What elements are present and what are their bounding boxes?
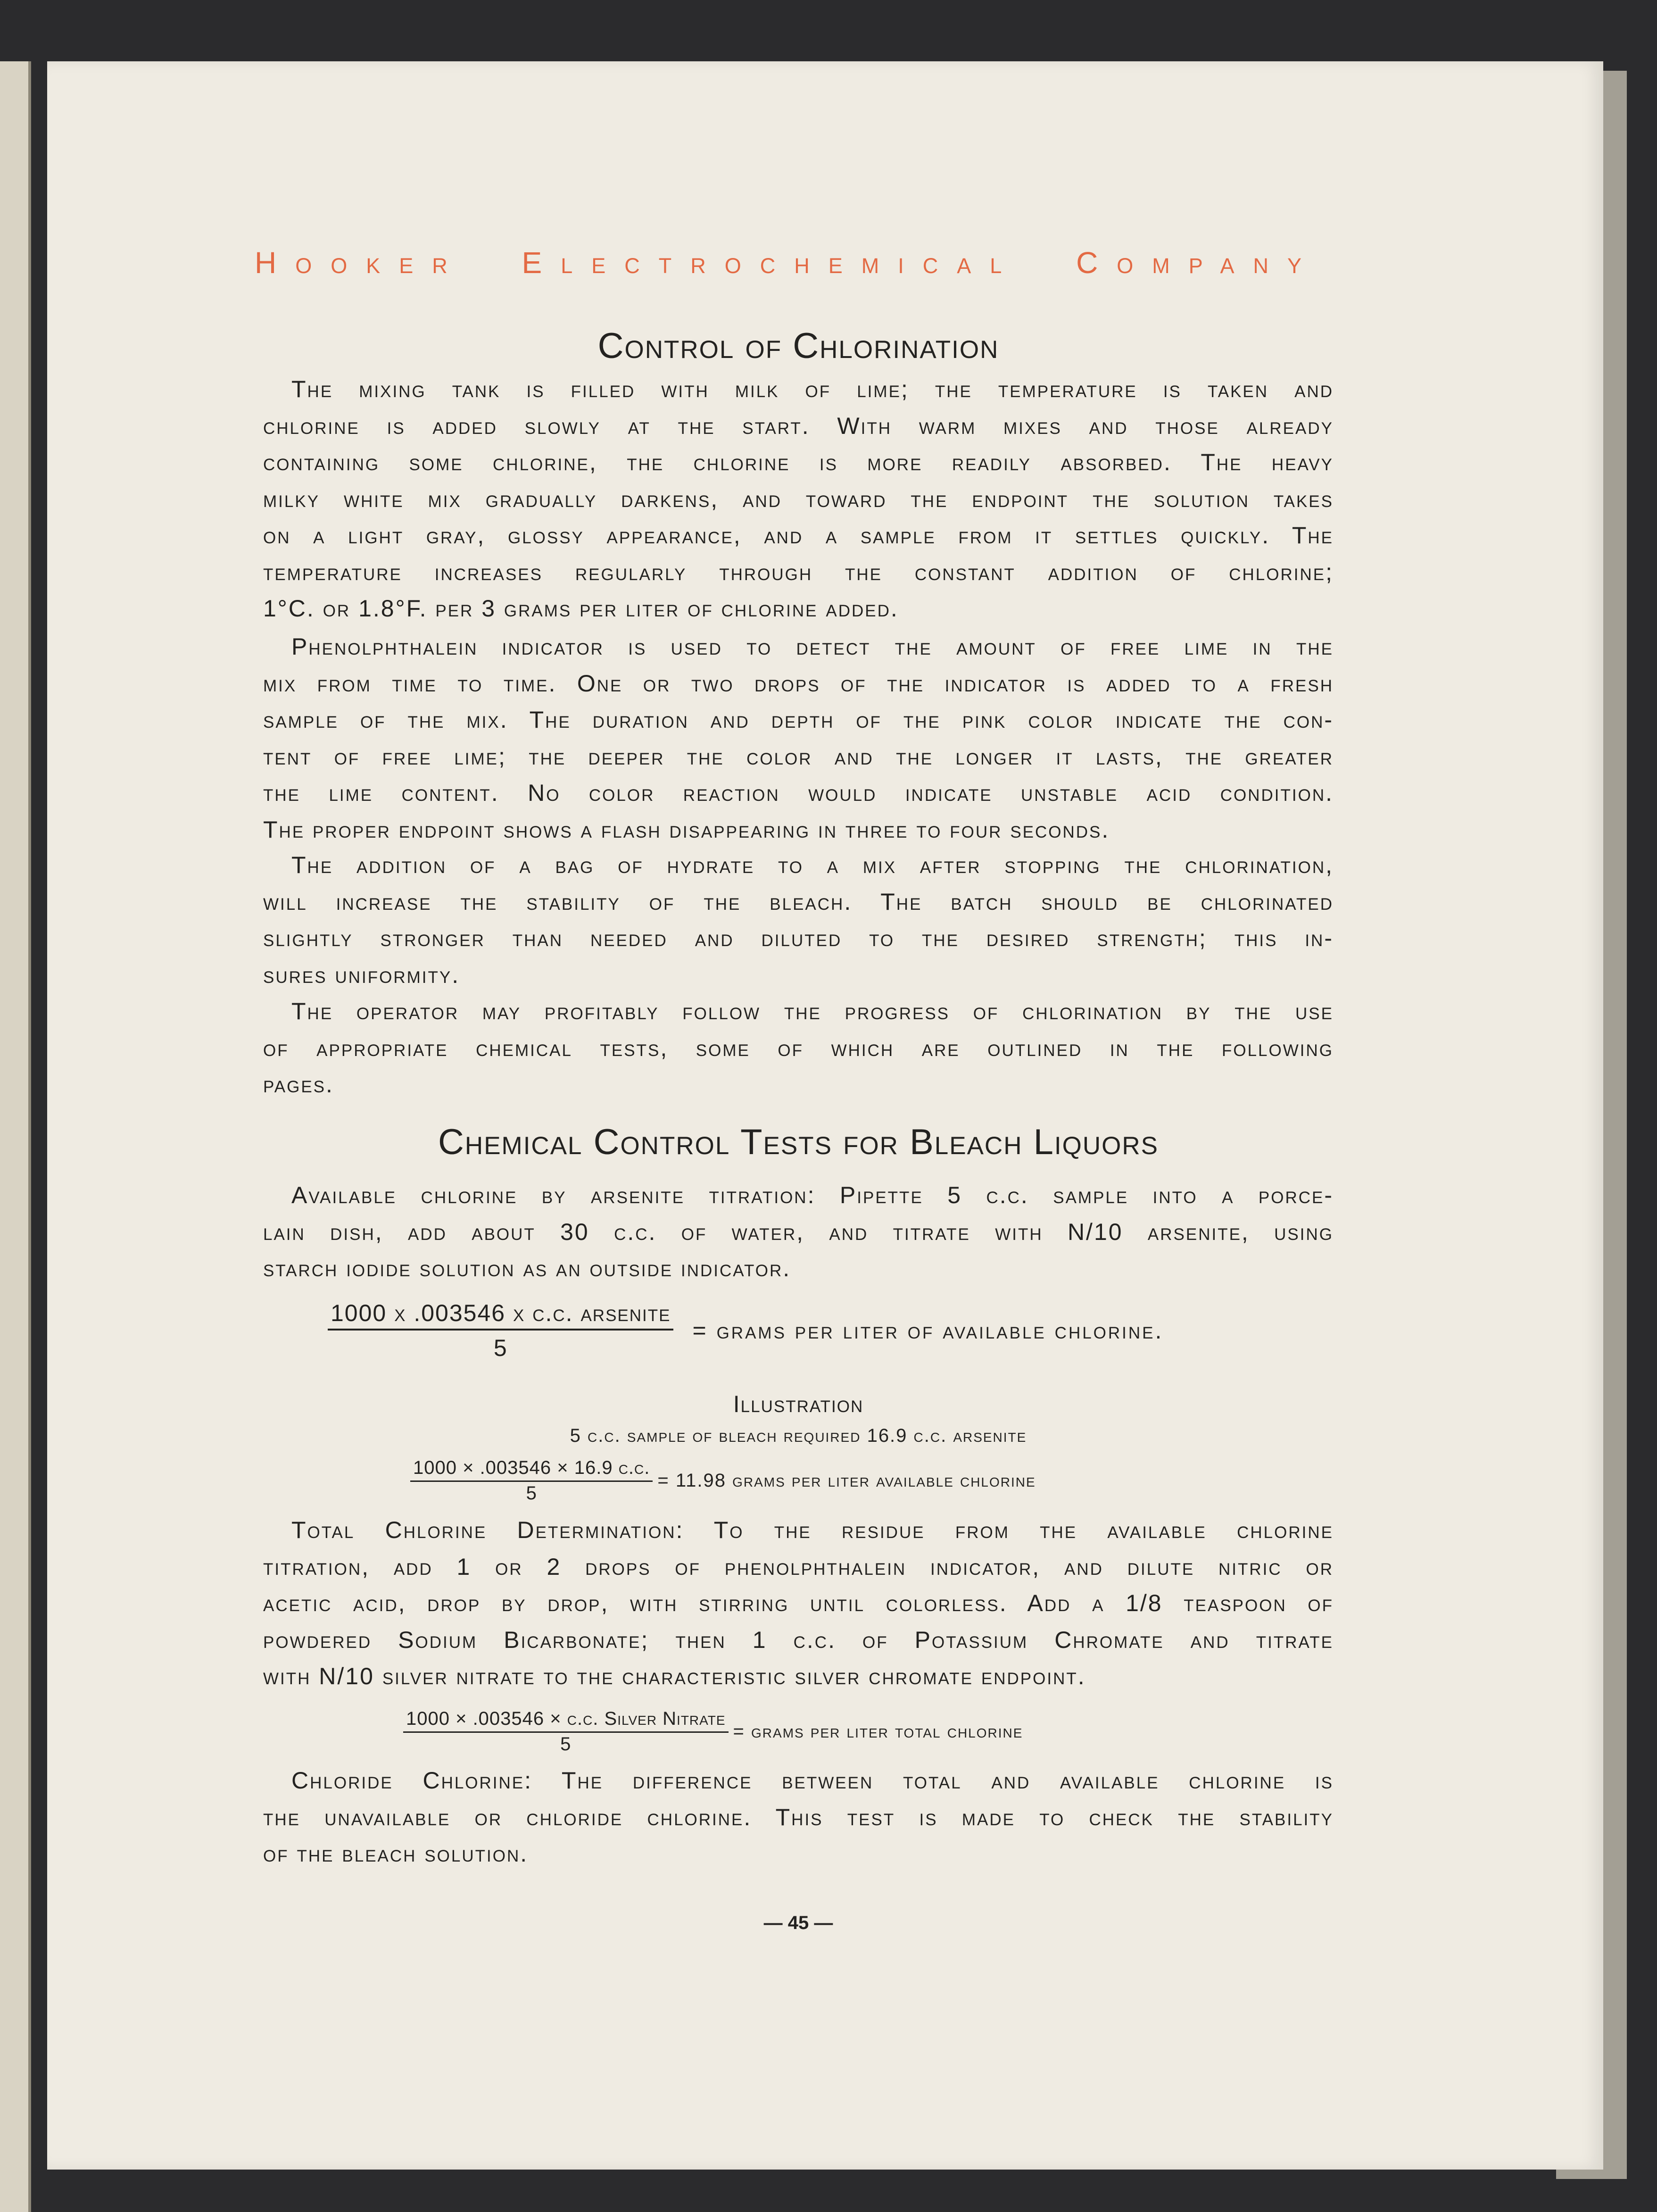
paragraph-3 [263, 847, 1334, 993]
text-line: 1°C. or 1.8°F. per 3 grams per liter of chlorine added. [263, 595, 899, 622]
text-line: The mixing tank is filled with milk of lime; the temperature is taken and [291, 376, 1334, 402]
denominator: 5 [493, 1335, 508, 1361]
formula-result: = grams per liter of available chlorine. [692, 1317, 1164, 1344]
paragraph-chloride-chlorine [263, 1763, 1334, 1872]
text-line: The operator may profitably follow the progress of chlorination by the use [291, 998, 1334, 1024]
left-page-edge [0, 61, 31, 2212]
paragraph-2 [263, 629, 1334, 848]
numerator: 1000 × .003546 × c.c. Silver Nitrate [403, 1708, 729, 1733]
text-line: containing some chlorine, the chlorine is more readily absorbed. The heavy [263, 449, 1334, 475]
page-number: — 45 — [763, 1913, 833, 1933]
fraction [410, 1457, 653, 1504]
text-line: acetic acid, drop by drop, with stirring until colorless. Add a 1/8 teaspoon of [263, 1590, 1334, 1616]
text-line: titration, add 1 or 2 drops of phenolphthalein indicator, and dilute nitric or [263, 1553, 1334, 1580]
formula-illustration [410, 1457, 1036, 1504]
text-line: starch iodide solution as an outside indicator. [263, 1255, 791, 1281]
running-header: Hooker Electrochemical Company [255, 246, 1320, 280]
text-line: chlorine is added slowly at the start. With warm mixes and those already [263, 412, 1334, 439]
text-line: sample of the mix. The duration and depth of the pink color indicate the con- [263, 707, 1334, 733]
text-line: Chloride Chlorine: The difference between total and available chlorine is [291, 1767, 1334, 1794]
text-line: the lime content. No color reaction would indicate unstable acid condition. [263, 780, 1334, 806]
formula-total-chlorine [403, 1708, 1023, 1755]
text-line: with N/10 silver nitrate to the characteristic silver chromate endpoint. [263, 1663, 1086, 1689]
text-line: lain dish, add about 30 c.c. of water, and titrate with N/10 arsenite, using [263, 1218, 1334, 1245]
paragraph-1 [263, 371, 1334, 627]
illustration-title: Illustration [733, 1391, 864, 1417]
text-line: the unavailable or chloride chlorine. This test is made to check the stability [263, 1804, 1334, 1830]
fraction [403, 1708, 729, 1755]
paragraph-available-chlorine [263, 1177, 1334, 1287]
text-line: slightly stronger than needed and diluted to the desired strength; this in- [263, 925, 1334, 951]
formula-available-chlorine [328, 1299, 1163, 1362]
section-title-control-of-chlorination: Control of Chlorination [597, 326, 999, 366]
illustration-sample: 5 c.c. sample of bleach required 16.9 c.c. arsenite [570, 1425, 1027, 1446]
text-line: Total Chlorine Determination: To the residue from the available chlorine [291, 1517, 1334, 1543]
text-line: mix from time to time. One or two drops of the indicator is added to a fresh [263, 670, 1334, 697]
formula-result: = 11.98 grams per liter available chlorine [657, 1470, 1036, 1491]
text-line: tent of free lime; the deeper the color and the longer it lasts, the greater [263, 743, 1334, 770]
text-line: of appropriate chemical tests, some of which are outlined in the following [263, 1034, 1334, 1061]
text-line: on a light gray, glossy appearance, and a sample from it settles quickly. The [263, 522, 1334, 549]
text-line: Available chlorine by arsenite titration: Pipette 5 c.c. sample into a porce- [291, 1182, 1334, 1208]
numerator: 1000 x .003546 x c.c. arsenite [328, 1299, 673, 1331]
formula-result: = grams per liter total chlorine [733, 1721, 1023, 1742]
text-line: sures uniformity. [263, 961, 460, 988]
text-line: powdered Sodium Bicarbonate; then 1 c.c. of Potassium Chromate and titrate [263, 1626, 1334, 1653]
paragraph-total-chlorine [263, 1512, 1334, 1695]
paragraph-4 [263, 993, 1334, 1103]
text-line: temperature increases regularly through the constant addition of chlorine; [263, 558, 1334, 585]
text-line: milky white mix gradually darkens, and toward the endpoint the solution takes [263, 485, 1334, 512]
text-line: will increase the stability of the bleach. The batch should be chlorinated [263, 888, 1334, 915]
numerator: 1000 × .003546 × 16.9 c.c. [410, 1457, 653, 1482]
text-line: pages. [263, 1071, 334, 1098]
fraction [328, 1299, 673, 1362]
text-line: of the bleach solution. [263, 1840, 529, 1867]
text-line: The proper endpoint shows a flash disappearing in three to four seconds. [263, 816, 1110, 843]
denominator: 5 [560, 1734, 572, 1755]
text-line: The addition of a bag of hydrate to a mix after stopping the chlorination, [291, 852, 1334, 878]
denominator: 5 [526, 1483, 537, 1504]
text-line: Phenolphthalein indicator is used to detect the amount of free lime in the [291, 633, 1334, 660]
section-title-chemical-control-tests: Chemical Control Tests for Bleach Liquors [438, 1122, 1159, 1162]
